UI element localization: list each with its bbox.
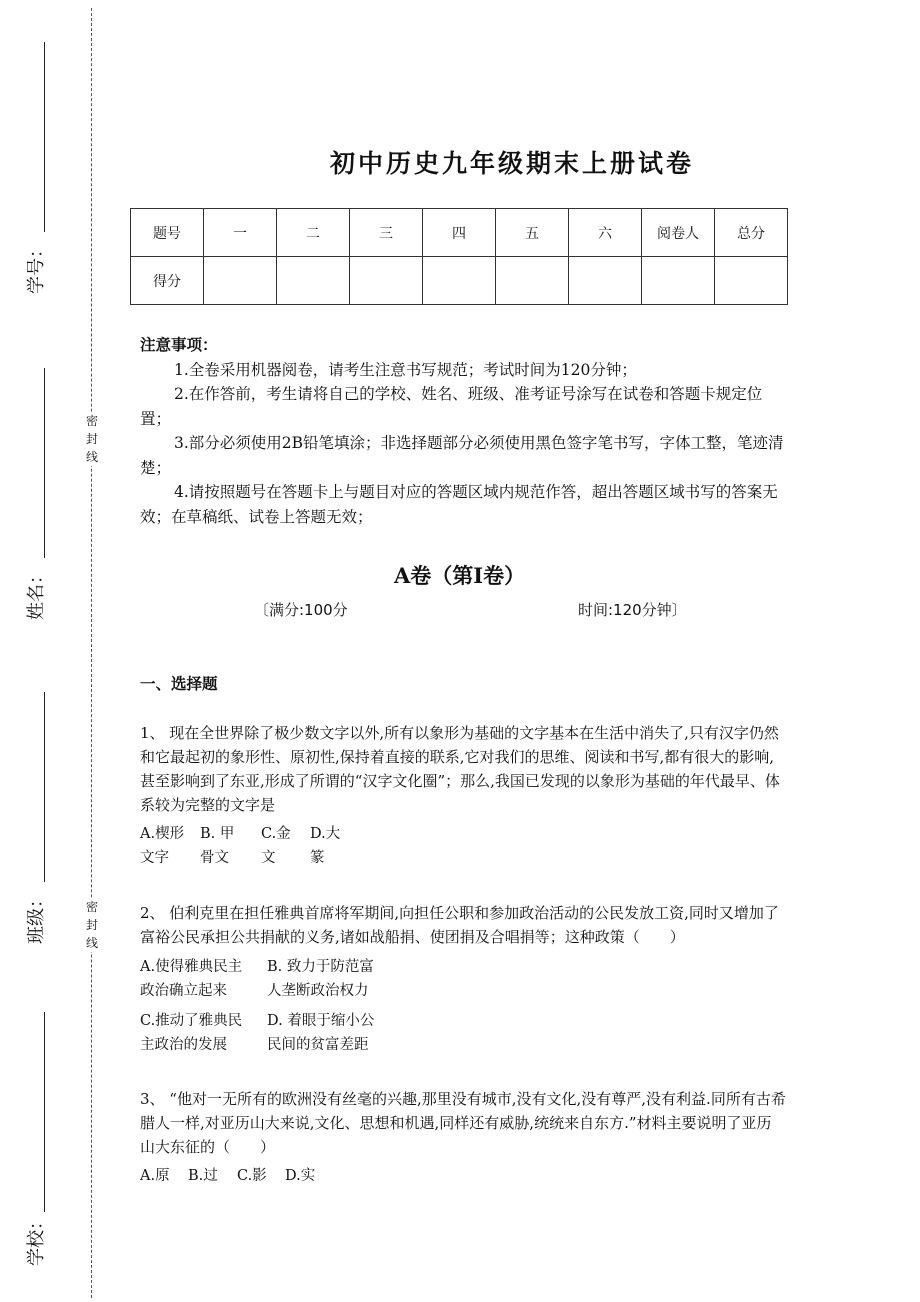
header-cell: 三 [350,209,423,257]
option-b[interactable] [267,955,374,1003]
score-cell [350,257,423,305]
option-line: D.大 [310,826,341,842]
option-line: C.推动了雅典民 [140,1013,243,1029]
student-no-label: 学号： [26,240,47,294]
option-line: C.金 [261,826,291,842]
header-cell: 题号 [131,209,204,257]
score-table [130,208,788,305]
score-table-header-row [131,209,788,257]
option-a[interactable] [140,1164,170,1188]
option-line: D.实 [285,1168,316,1184]
option-c[interactable] [140,1009,242,1057]
note-item: 4.请按照题号在答题卡上与题目对应的答题区域内规范作答，超出答题区域书写的答案无效；在草稿纸、试卷上答题无效； [140,483,778,526]
score-cell [496,257,569,305]
option-line: 主政治的发展 [140,1037,227,1053]
option-line: 篆 [310,850,325,866]
option-a[interactable] [140,822,184,870]
option-line: 民间的贫富差距 [267,1037,369,1053]
header-cell: 五 [496,209,569,257]
option-line: B. 甲 [200,826,235,842]
note-item: 2.在作答前，考生请将自己的学校、姓名、班级、准考证号涂写在试卷和答题卡规定位置； [140,385,763,428]
option-b[interactable] [200,822,234,870]
score-cell [569,257,642,305]
paper-title: A卷（第I卷） [394,563,526,588]
option-b[interactable] [188,1164,218,1188]
score-cell [423,257,496,305]
student-no-line [44,42,45,232]
score-cell [204,257,277,305]
name-label: 姓名： [26,566,47,620]
school-line [44,1012,45,1212]
header-cell: 一 [204,209,277,257]
option-d[interactable] [285,1164,315,1188]
notes-block [140,333,785,529]
score-cell [715,257,788,305]
section-title: 一、选择题 [140,674,218,693]
option-d[interactable] [267,1009,374,1057]
option-c[interactable] [237,1164,267,1188]
seal-text-bottom: 密封线 [85,900,98,950]
exam-time: 时间:120分钟〕 [578,601,687,619]
header-cell: 总分 [715,209,788,257]
class-line [44,692,45,882]
option-d[interactable] [310,822,340,870]
score-row-label: 得分 [131,257,204,305]
question-3: 3、 “他对一无所有的欧洲没有丝毫的兴趣,那里没有城市,没有文化,没有尊严,没有利益.同所有古希腊人一样,对亚历山大来说,文化、思想和机遇,同样还有威胁,统统来自东方.”材料主要说明了亚历山大东征的（ ） [140,1090,786,1156]
class-label: 班级： [26,890,47,944]
header-cell: 二 [277,209,350,257]
page-title: 初中历史九年级期末上册试卷 [330,149,695,178]
score-cell [277,257,350,305]
header-cell: 四 [423,209,496,257]
option-line: A.楔形 [140,826,185,842]
question-1: 1、 现在全世界除了极少数文字以外,所有以象形为基础的文字基本在生活中消失了,只有汉字仍然和它最起初的象形性、原初性,保持着直接的联系,它对我们的思维、阅读和书写,都有很大的影响,甚至影响到了东亚,形成了所谓的“汉字文化圈”；那么,我国已发现的以象形为基础的年代最早、体系较为完整的文字是 [140,724,780,814]
seal-text-top: 密封线 [85,414,98,464]
option-c[interactable] [261,822,291,870]
full-score: 〔满分:100分 [254,601,348,619]
option-line: 骨文 [200,850,229,866]
school-label: 学校： [26,1212,47,1266]
score-table-score-row [131,257,788,305]
notes-heading: 注意事项： [140,335,218,354]
seal-dashed-line [91,8,92,1298]
option-line: 文字 [140,850,169,866]
note-item: 3.部分必须使用2B铅笔填涂；非选择题部分必须使用黑色签字笔书写，字体工整，笔迹清楚； [140,434,784,477]
score-cell [642,257,715,305]
option-line: 政治确立起来 [140,983,227,999]
option-line: C.影 [237,1168,267,1184]
option-line: 文 [261,850,276,866]
question-2: 2、 伯利克里在担任雅典首席将军期间,向担任公职和参加政治活动的公民发放工资,同时又增加了富裕公民承担公共捐献的义务,诸如战船捐、使团捐及合唱捐等；这种政策（ ） [140,904,779,946]
option-line: A.原 [140,1168,170,1184]
header-cell: 阅卷人 [642,209,715,257]
option-line: A.使得雅典民主 [140,959,243,975]
name-line [44,368,45,558]
header-cell: 六 [569,209,642,257]
option-line: B. 致力于防范富 [267,959,374,975]
option-line: B.过 [188,1168,218,1184]
option-line: 人垄断政治权力 [267,983,369,999]
note-item: 1.全卷采用机器阅卷，请考生注意书写规范；考试时间为120分钟； [174,360,637,379]
option-line: D. 着眼于缩小公 [267,1013,375,1029]
option-a[interactable] [140,955,242,1003]
